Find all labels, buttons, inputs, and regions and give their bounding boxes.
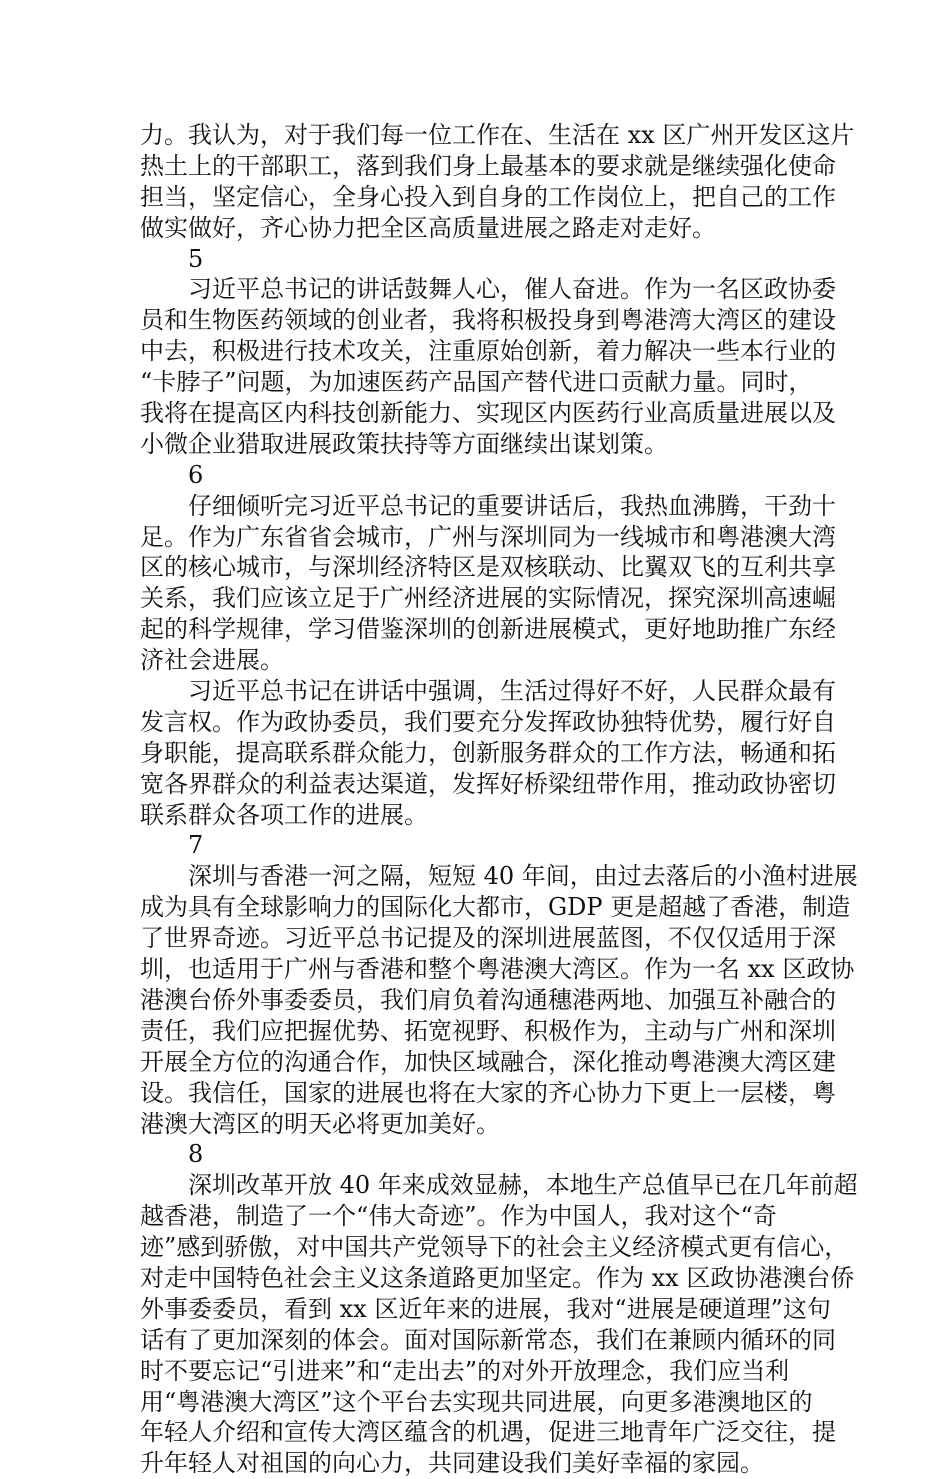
paragraph-line: 责任，我们应把握优势、拓宽视野、积极作为，主动与广州和深圳 [140,1016,836,1045]
paragraph-line: 习近平总书记在讲话中强调，生活过得好不好，人民群众最有 [188,677,836,706]
paragraph-line: 深圳与香港一河之隔，短短 40 年间，由过去落后的小渔村进展 [188,862,858,891]
paragraph-line: 时不要忘记“引进来”和“走出去”的对外开放理念，我们应当利 [140,1356,790,1385]
paragraph-line: 圳，也适用于广州与香港和整个粤港澳大湾区。作为一名 xx 区政协 [140,955,855,984]
paragraph-line: 越香港，制造了一个“伟大奇迹”。作为中国人，我对这个“奇 [140,1202,777,1231]
paragraph-line: 年轻人介绍和宣传大湾区蕴含的机遇，促进三地青年广泛交往，提 [140,1418,836,1447]
paragraph-line: 对走中国特色社会主义这条道路更加坚定。作为 xx 区政协港澳台侨 [140,1263,855,1292]
paragraph-line: 习近平总书记的讲话鼓舞人心，催人奋进。作为一名区政协委 [188,275,836,304]
paragraph-line: 设。我信任，国家的进展也将在大家的齐心协力下更上一层楼，粤 [140,1078,836,1107]
document-body [140,120,858,1479]
section-number: 7 [188,831,204,860]
section-number: 8 [188,1140,204,1169]
paragraph-line: 用“粤港澳大湾区”这个平台去实现共同进展，向更多港澳地区的 [140,1387,813,1416]
paragraph-line: 联系群众各项工作的进展。 [140,800,428,829]
paragraph-line: 济社会进展。 [140,646,284,675]
paragraph-line: 力。我认为，对于我们每一位工作在、生活在 xx 区广州开发区这片 [140,121,855,149]
paragraph-line: 宽各界群众的利益表达渠道，发挥好桥梁纽带作用，推动政协密切 [140,769,836,798]
paragraph-line: 中去，积极进行技术攻关，注重原始创新，着力解决一些本行业的 [140,337,836,366]
paragraph-line: 发言权。作为政协委员，我们要充分发挥政协独特优势，履行好自 [140,707,836,736]
paragraph-line: 足。作为广东省省会城市，广州与深圳同为一线城市和粤港澳大湾 [140,522,836,551]
paragraph-line: “卡脖子”问题，为加速医药产品国产替代进口贡献力量。同时， [140,368,813,397]
paragraph-line: 深圳改革开放 40 年来成效显赫，本地生产总值早已在几年前超 [188,1171,858,1200]
paragraph-line: 港澳台侨外事委委员，我们肩负着沟通穗港两地、加强互补融合的 [140,985,836,1014]
paragraph-line: 我将在提高区内科技创新能力、实现区内医药行业高质量进展以及 [140,399,836,428]
paragraph-line: 员和生物医药领域的创业者，我将积极投身到粤港湾大湾区的建设 [140,306,836,335]
paragraph-line: 了世界奇迹。习近平总书记提及的深圳进展蓝图，不仅仅适用于深 [140,924,836,953]
section-number: 6 [188,460,204,489]
paragraph-line: 担当，坚定信心，全身心投入到自身的工作岗位上，把自己的工作 [140,182,836,211]
paragraph-line: 港澳大湾区的明天必将更加美好。 [140,1109,500,1138]
paragraph-line: 小微企业猎取进展政策扶持等方面继续出谋划策。 [140,429,668,458]
paragraph-line: 区的核心城市，与深圳经济特区是双核联动、比翼双飞的互利共享 [140,553,836,582]
paragraph-line: 迹”感到骄傲，对中国共产党领导下的社会主义经济模式更有信心， [140,1233,849,1262]
paragraph-line: 热土上的干部职工，落到我们身上最基本的要求就是继续强化使命 [140,151,836,180]
paragraph-line: 开展全方位的沟通合作，加快区域融合，深化推动粤港澳大湾区建 [140,1047,836,1076]
paragraph-line: 起的科学规律，学习借鉴深圳的创新进展模式，更好地助推广东经 [140,615,836,644]
paragraph-line: 话有了更加深刻的体会。面对国际新常态，我们在兼顾内循环的同 [140,1325,836,1354]
paragraph-line: 身职能，提高联系群众能力，创新服务群众的工作方法，畅通和拓 [140,738,836,767]
paragraph-line: 关系，我们应该立足于广州经济进展的实际情况，探究深圳高速崛 [140,584,836,613]
section-number: 5 [188,244,204,273]
paragraph-line: 成为具有全球影响力的国际化大都市，GDP 更是超越了香港，制造 [140,893,851,922]
paragraph-line: 升年轻人对祖国的向心力，共同建设我们美好幸福的家园。 [140,1449,764,1478]
paragraph-line: 仔细倾听完习近平总书记的重要讲话后，我热血沸腾，干劲十 [188,491,836,520]
paragraph-line: 做实做好，齐心协力把全区高质量进展之路走对走好。 [140,213,716,242]
paragraph-line: 外事委委员，看到 xx 区近年来的进展，我对“进展是硬道理”这句 [140,1294,831,1323]
